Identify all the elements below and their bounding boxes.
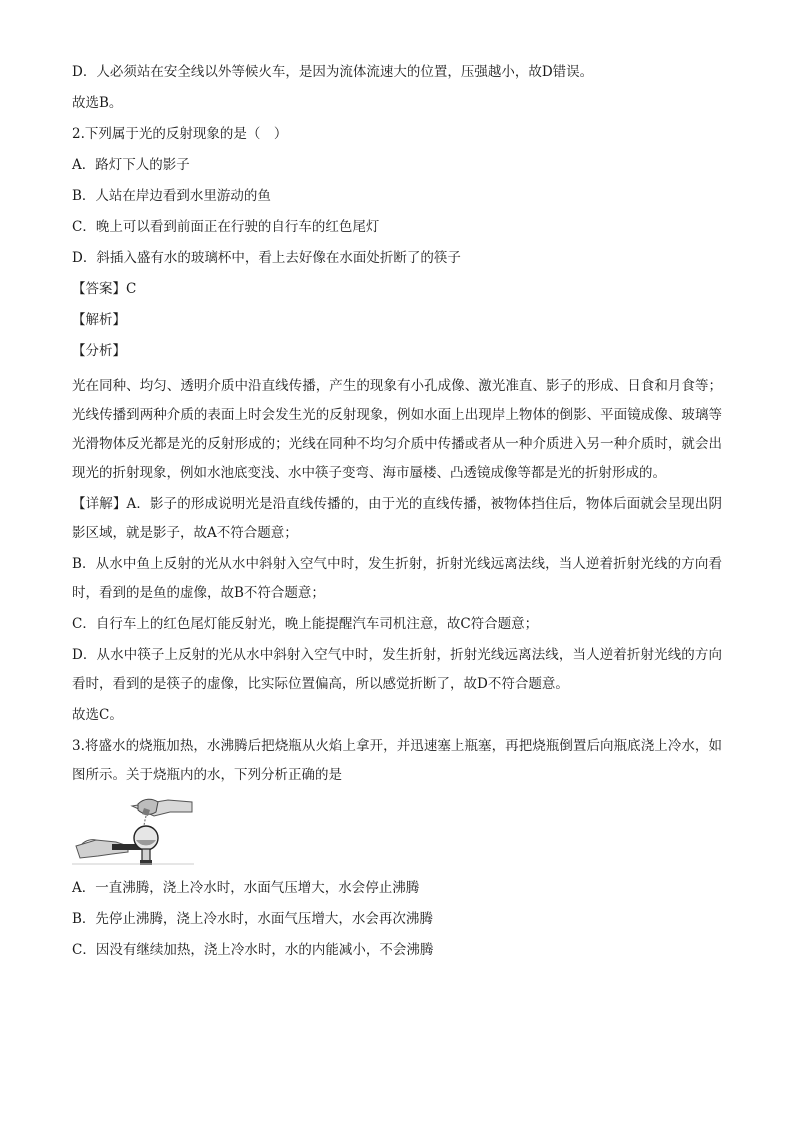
q2-fenxi-label: 【分析】 <box>72 343 126 359</box>
q3-option-a: A．一直沸腾，浇上冷水时，水面气压增大，水会停止沸腾 <box>72 880 420 896</box>
detail-a-text: A．影子的形成说明光是沿直线传播的，由于光的直线传播，被物体挡住后，物体后面就会呈现出阴影区域，就是影子，故A不符合题意； <box>72 496 723 541</box>
document-page <box>72 62 722 971</box>
flask-experiment-figure <box>72 794 194 868</box>
answer-label: 【答案】 <box>72 281 126 297</box>
detail-label: 【详解】 <box>72 496 127 512</box>
q2-detail-b: B．从水中鱼上反射的光从水中斜射入空气中时，发生折射，折射光线远离法线，当人逆着折射光线的方向看时，看到的是鱼的虚像，故B不符合题意； <box>72 556 722 601</box>
q1-option-d-analysis: D．人必须站在安全线以外等候火车，是因为流体流速大的位置，压强越小，故D错误。 <box>72 64 594 80</box>
answer-value: C <box>126 281 137 297</box>
q2-option-b: B．人站在岸边看到水里游动的鱼 <box>72 188 271 204</box>
q2-stem: 2.下列属于光的反射现象的是（ ） <box>72 126 288 142</box>
q3-option-b: B．先停止沸腾，浇上冷水时，水面气压增大，水会再次沸腾 <box>72 911 433 927</box>
q2-jiexi-label: 【解析】 <box>72 312 126 328</box>
q3-option-c: C．因没有继续加热，浇上冷水时，水的内能减小，不会沸腾 <box>72 942 434 958</box>
q2-option-d: D．斜插入盛有水的玻璃杯中，看上去好像在水面处折断了的筷子 <box>72 250 461 266</box>
q2-detail-a <box>72 490 722 548</box>
q2-analysis-text: 光在同种、均匀、透明介质中沿直线传播，产生的现象有小孔成像、激光准直、影子的形成、日食和月食等；光线传播到两种介质的表面上时会发生光的反射现象，例如水面上出现岸上物体的倒影、平面镜成像、玻璃等光滑物体反光都是光的反射形成的；光线在同种不均匀介质中传播或者从一种介质进入另一种介质时，就会出现光的折射现象，例如水池底变浅、水中筷子变弯、海市蜃楼、凸透镜成像等都是光的折射形成的。 <box>72 378 722 481</box>
q2-conclusion: 故选C。 <box>72 707 123 723</box>
q2-detail-c: C．自行车上的红色尾灯能反射光，晚上能提醒汽车司机注意，故C符合题意； <box>72 616 539 632</box>
q2-option-c: C．晚上可以看到前面正在行驶的自行车的红色尾灯 <box>72 219 380 235</box>
q2-option-a: A．路灯下人的影子 <box>72 157 190 173</box>
q2-detail-d: D．从水中筷子上反射的光从水中斜射入空气中时，发生折射，折射光线远离法线，当人逆着折射光线的方向看时，看到的是筷子的虚像，比实际位置偏高，所以感觉折断了，故D不符合题意。 <box>72 647 722 692</box>
q3-stem: 3.将盛水的烧瓶加热，水沸腾后把烧瓶从火焰上拿开，并迅速塞上瓶塞，再把烧瓶倒置后向瓶底浇上冷水，如图所示。关于烧瓶内的水，下列分析正确的是 <box>72 738 722 783</box>
q1-conclusion: 故选B。 <box>72 95 123 111</box>
q2-answer <box>72 279 722 299</box>
